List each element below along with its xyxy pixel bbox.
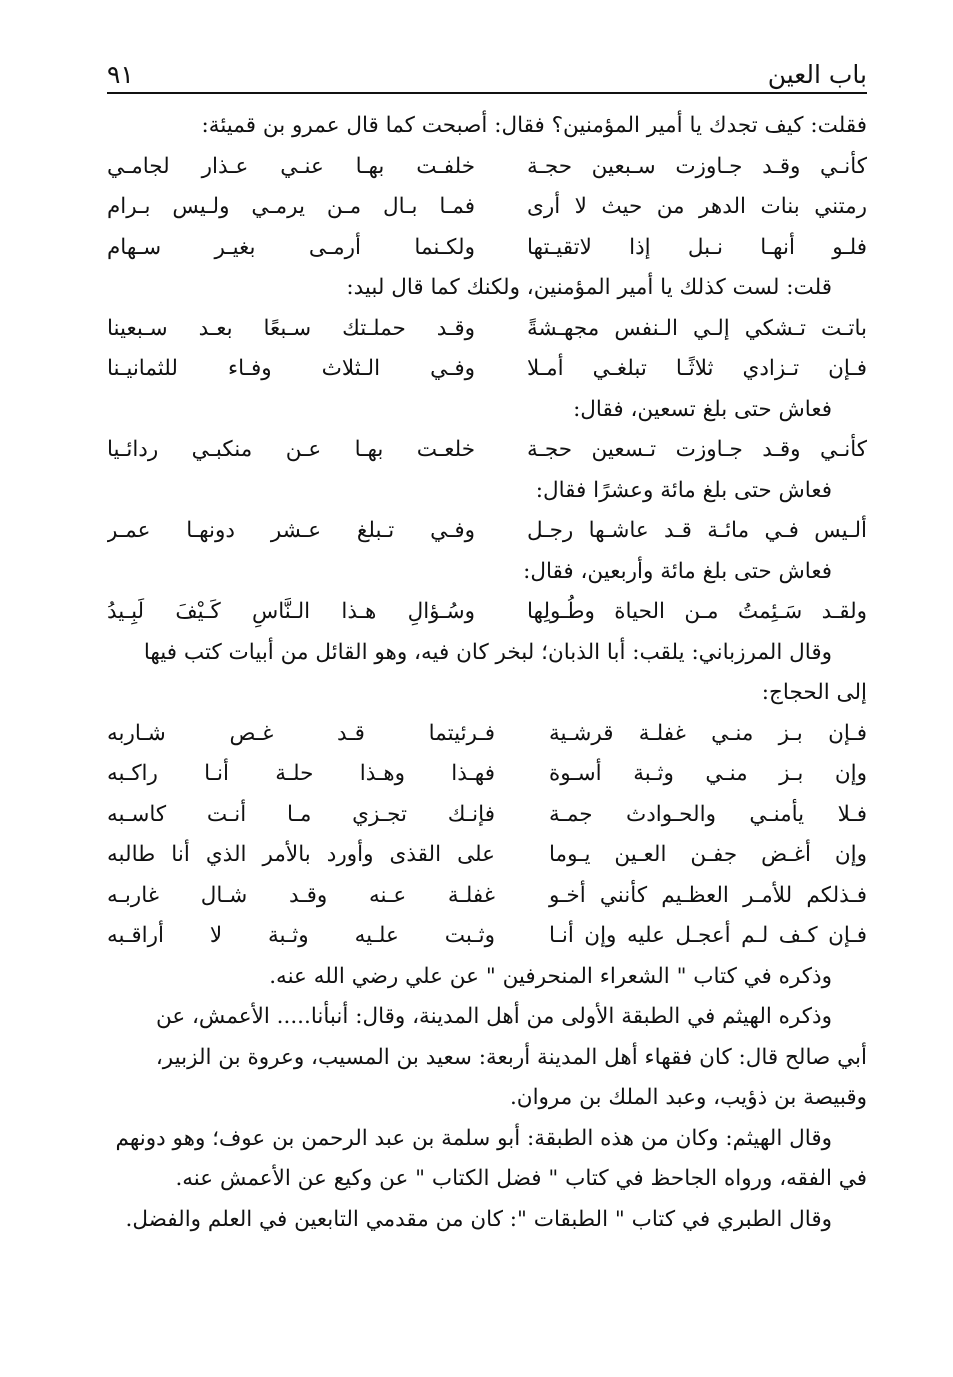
verse-line <box>107 309 867 350</box>
verse-second-hemistich: خلفـت بهـا عنـي عـذار لجامـي <box>107 153 475 179</box>
verse-line <box>107 430 867 471</box>
prose-line: وقال الطبري في كتاب " الطبقات ": كان من مقدمي التابعين في العلم والفضل. <box>125 1206 832 1232</box>
verse-first-hemistich: فـإن تـزادي ثلاثًـا تبلغـي أمـلا <box>527 356 867 381</box>
prose-line: فعاش حتى بلغ تسعين، فقال: <box>573 396 832 422</box>
prose-line: فعاش حتى بلغ مائة وعشرًا فقال: <box>535 477 832 503</box>
verse-first-hemistich: باتـت تـشكي إلـي الـنفس مجهـشةً <box>527 315 867 341</box>
prose-line: وذكره الهيثم في الطبقة الأولى من أهل المدينة، وقال: أنبأنا..... الأعمش، عن <box>155 1004 832 1029</box>
verse-first-hemistich: ولقـد سَـئِمتُ مـن الحياة وطُـولِها <box>527 599 867 624</box>
page-number: ٩١ <box>107 60 134 89</box>
verse-second-hemistich: فمـا بـال مـن يرمـي ولـيس بـرام <box>107 194 475 219</box>
verse-first-hemistich: فلـو أنهـا نـبل إذا لاتقيـتها <box>527 234 867 260</box>
verse-second-hemistich: فـرئيتما قـد غـص شـاربه <box>107 720 495 746</box>
verse-line <box>107 147 867 188</box>
verse-second-hemistich: فإنـك تجـزي مـا أنـت كاسـبه <box>107 801 495 827</box>
verse-first-hemistich: وإن أغـض جفـن العـين يـوما <box>549 842 867 867</box>
verse-second-hemistich: على القذى وأورد بالأمر الذي أنا طالبه <box>107 842 495 867</box>
verse-line <box>107 228 867 269</box>
verse-second-hemistich: ولكـنما أرمـى بغيـر سـهام <box>107 234 475 260</box>
verse-first-hemistich: فـلا يأمنـي والحـوادث جمـة <box>549 801 867 827</box>
verse-second-hemistich: وثـبت علـيه وثـبة لا أراقـبه <box>107 923 495 948</box>
prose-line: وقبيصة بن ذؤيب، وعبد الملك بن مروان. <box>509 1085 867 1110</box>
verse-first-hemistich: وإن بـز منـي وثـبة أسـوة <box>549 761 867 786</box>
verse-line <box>107 835 867 876</box>
prose-line: وقال المرزباني: يلقب: أبا الذبان؛ لبخر كان فيه، وهو القائل من أبيات كتب فيها <box>143 639 832 665</box>
verse-line <box>107 916 867 957</box>
verse-second-hemistich: وسُـؤالِ هـذا الـنَّاسِ كَـيْفَ لَبِـيدُ <box>107 599 475 624</box>
verse-line <box>107 795 867 836</box>
verse-second-hemistich: وفـي الـثلاث وفـاء للثمانيـنا <box>107 356 475 381</box>
verse-first-hemistich: فـذلكم للأمـر العظـيم كأنني أخـو <box>549 882 867 908</box>
prose-line: قلت: لست كذلك يا أمير المؤمنين، ولكنك كما قال لبيد: <box>346 275 832 300</box>
verse-first-hemistich: كأنـي وقـد جـاوزت تـسعين حجـة <box>527 437 867 462</box>
prose-line: في الفقه، ورواه الجاحظ في كتاب " فضل الكتاب " عن وكيع عن الأعمش عنه. <box>175 1166 867 1191</box>
prose-line: وقال الهيثم: وكان من هذه الطبقة: أبو سلمة بن عبد الرحمن بن عوف؛ وهو دونهم <box>115 1125 832 1151</box>
prose-line: فقلت: كيف تجدك يا أمير المؤمنين؟ فقال: أصبحت كما قال عمرو بن قميئة: <box>201 113 867 138</box>
verse-first-hemistich: فـإن بـز منـي غفلـة قرشـية <box>549 720 867 746</box>
verse-line <box>107 876 867 917</box>
verse-first-hemistich: رمتني بنات الدهر من حيث لا أرى <box>527 194 867 219</box>
prose-line: فعاش حتى بلغ مائة وأربعين، فقال: <box>523 558 832 584</box>
verse-second-hemistich: وقـد حملـتك سـبعًا بعـد سـبعينا <box>107 315 475 341</box>
verse-first-hemistich: ألـيس فـي مائـة قـد عاشـها رجـل <box>527 518 867 543</box>
page-body <box>107 106 867 1240</box>
verse-line <box>107 592 867 633</box>
verse-second-hemistich: فهـذا وهـذا حلـة أنـا راكـبه <box>107 761 495 786</box>
verse-line <box>107 511 867 552</box>
verse-line <box>107 349 867 390</box>
verse-first-hemistich: كأنـي وقـد جـاوزت سـبعين حجـة <box>527 153 867 179</box>
verse-line <box>107 187 867 228</box>
prose-line: إلى الحجاج: <box>761 680 867 705</box>
verse-line <box>107 754 867 795</box>
prose-line: أبي صالح قال: كان فقهاء أهل المدينة أربعة: سعيد بن المسيب، وعروة بن الزبير، <box>155 1044 867 1070</box>
verse-second-hemistich: وفـي تـبلغ عـشر دونهـا عمـر <box>107 518 475 543</box>
verse-first-hemistich: فـإن كـف لـم أعجـل عليه وإن أنـا <box>549 923 867 948</box>
verse-second-hemistich: غفلـة عـنه وقـد شـال غاربـه <box>107 882 495 908</box>
verse-line <box>107 714 867 755</box>
chapter-title: باب العين <box>767 60 867 89</box>
page-header <box>107 52 867 94</box>
verse-second-hemistich: خلعـت بهـا عـن منكبـي ردائـيا <box>107 437 475 462</box>
prose-line: وذكره في كتاب " الشعراء المنحرفين " عن علي رضي الله عنه. <box>269 963 832 989</box>
